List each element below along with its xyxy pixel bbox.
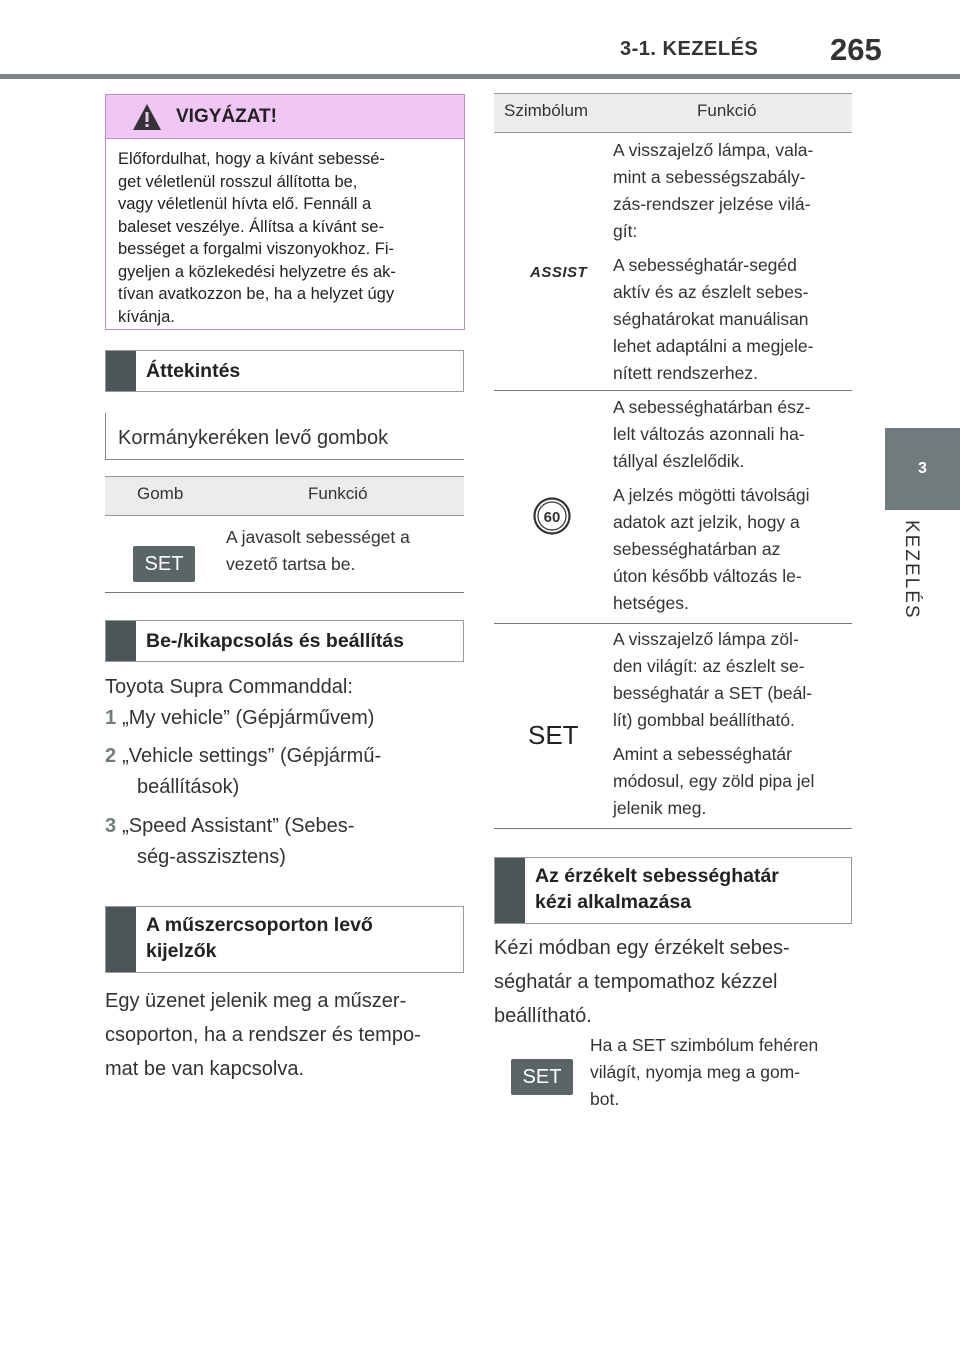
warning-line: tívan avatkozzon be, ha a helyzet úgy [118, 285, 395, 303]
heading-bar [106, 351, 136, 391]
text-line: Egy üzenet jelenik meg a műszer- [105, 990, 407, 1012]
page-number: 265 [830, 32, 882, 67]
note-line: világít, nyomja meg a gom- [590, 1062, 801, 1082]
heading-line: kijelzők [146, 940, 217, 962]
cell-line: sebességhatárban az [613, 539, 781, 559]
warning-text [106, 139, 464, 328]
cell-line: hetséges. [613, 593, 689, 613]
cell-line: tállyal észlelődik. [613, 451, 745, 471]
set-symbol-description [613, 626, 845, 822]
manual-text [494, 931, 790, 1033]
text-line: beállítható. [494, 1005, 592, 1027]
step-number: 1 [105, 707, 117, 729]
table-bottom-rule [105, 592, 464, 593]
step-text: „Vehicle settings” (Gépjármű- [122, 745, 382, 767]
chapter-tab: 3 [885, 428, 960, 510]
cell-line: nített rendszerhez. [613, 363, 758, 383]
heading-line: kézi alkalmazása [535, 891, 692, 913]
cell-line: jelenik meg. [613, 798, 707, 818]
warning-line: kívánja. [118, 307, 175, 326]
column-header-button: Gomb [137, 484, 184, 503]
assist-symbol-icon: ASSIST [530, 264, 588, 281]
cell-line: A javasolt sebességet a [226, 527, 410, 547]
warning-line: vagy véletlenül hívta elő. Fennáll a [118, 195, 372, 213]
section-title: 3-1. KEZELÉS [620, 38, 759, 60]
text-line: mat be van kapcsolva. [105, 1058, 304, 1080]
speed-limit-value: 60 [543, 509, 561, 526]
cell-line: lelt változás azonnali ha- [613, 424, 805, 444]
cell-line: adatok azt jelzik, hogy a [613, 512, 800, 532]
manual-heading [494, 857, 852, 924]
header-rule [0, 74, 960, 79]
warning-triangle-icon [132, 103, 162, 131]
warning-box [105, 94, 465, 330]
heading-line: Az érzékelt sebességhatár [535, 865, 779, 887]
set-button-description [226, 524, 410, 578]
heading-line: A műszercsoporton levő [146, 914, 373, 936]
step-2 [105, 745, 381, 768]
symbol-table-header [494, 93, 852, 133]
cell-line: gít: [613, 221, 638, 241]
displays-heading [105, 906, 464, 973]
button-table-header [105, 476, 464, 516]
row-rule [494, 623, 852, 624]
cell-line: bességhatár a SET (beál- [613, 683, 813, 703]
cell-line: zás-rendszer jelzése vilá- [613, 194, 811, 214]
overview-heading [105, 350, 464, 392]
cell-line: vezető tartsa be. [226, 554, 356, 574]
text-line: csoporton, ha a rendszer és tempo- [105, 1024, 421, 1046]
heading-bar [106, 621, 136, 661]
displays-heading-text [146, 912, 373, 964]
note-line: bot. [590, 1089, 620, 1109]
step-number: 2 [105, 745, 117, 767]
manual-heading-text [535, 863, 779, 915]
cell-line: A sebességhatár-segéd [613, 255, 797, 275]
cell-line: A visszajelző lámpa, vala- [613, 140, 814, 160]
onoff-heading-text: Be-/kikapcsolás és beállítás [146, 630, 404, 652]
warning-line: bességet a forgalmi viszonyokhoz. Fi- [118, 240, 395, 258]
set-button-icon: SET [133, 546, 195, 582]
cell-line: lít) gombbal beállítható. [613, 710, 795, 730]
manual-note [590, 1032, 852, 1113]
step-3-cont: ség-asszisztens) [137, 846, 286, 868]
heading-bar [495, 858, 525, 923]
step-number: 3 [105, 815, 117, 837]
row-rule [494, 390, 852, 391]
cell-line: módosul, egy zöld pipa jel [613, 771, 815, 791]
cell-line: den világít: az észlelt se- [613, 656, 805, 676]
heading-bar [106, 907, 136, 972]
column-header-function: Funkció [308, 484, 368, 503]
set-button-icon: SET [511, 1059, 573, 1095]
cell-line: A visszajelző lámpa zöl- [613, 629, 799, 649]
cell-line: mint a sebességszabály- [613, 167, 806, 187]
step-2-cont: beállítások) [137, 776, 240, 798]
warning-header [106, 95, 464, 139]
column-header-symbol: Szimbólum [504, 101, 589, 120]
speed-limit-description [613, 394, 845, 617]
text-line: Kézi módban egy érzékelt sebes- [494, 937, 790, 959]
step-1 [105, 707, 374, 730]
displays-text [105, 984, 421, 1086]
step-3 [105, 815, 354, 838]
chapter-tab-label: KEZELÉS [901, 520, 922, 620]
note-line: Ha a SET szimbólum fehéren [590, 1035, 819, 1055]
onoff-intro: Toyota Supra Commanddal: [105, 676, 353, 698]
warning-line: get véletlenül rosszul állította be, [118, 172, 358, 191]
assist-description [613, 137, 845, 387]
cell-line: úton később változás le- [613, 566, 802, 586]
onoff-heading [105, 620, 464, 662]
cell-line: lehet adaptálni a megjele- [613, 336, 814, 356]
warning-line: baleset veszélye. Állítsa a kívánt se- [118, 217, 384, 236]
overview-heading-text: Áttekintés [146, 360, 241, 382]
step-text: „My vehicle” (Gépjárművem) [122, 707, 375, 729]
cell-line: aktív és az észlelt sebes- [613, 282, 809, 302]
text-line: séghatár a tempomathoz kézzel [494, 971, 778, 993]
cell-line: A jelzés mögötti távolsági [613, 485, 810, 505]
table-bottom-rule [494, 828, 852, 829]
column-header-function: Funkció [697, 101, 757, 120]
set-symbol-icon: SET [528, 720, 579, 750]
cell-line: A sebességhatárban ész- [613, 397, 811, 417]
speed-limit-sign-icon [533, 497, 571, 535]
warning-line: gyeljen a közlekedési helyzetre és ak- [118, 262, 396, 281]
cell-line: Amint a sebességhatár [613, 744, 792, 764]
steering-buttons-subheading: Kormánykeréken levő gombok [105, 413, 464, 460]
cell-line: séghatárokat manuálisan [613, 309, 809, 329]
step-text: „Speed Assistant” (Sebes- [122, 815, 355, 837]
warning-line: Előfordulhat, hogy a kívánt sebessé- [118, 150, 385, 168]
warning-title: VIGYÁZAT! [176, 106, 277, 127]
